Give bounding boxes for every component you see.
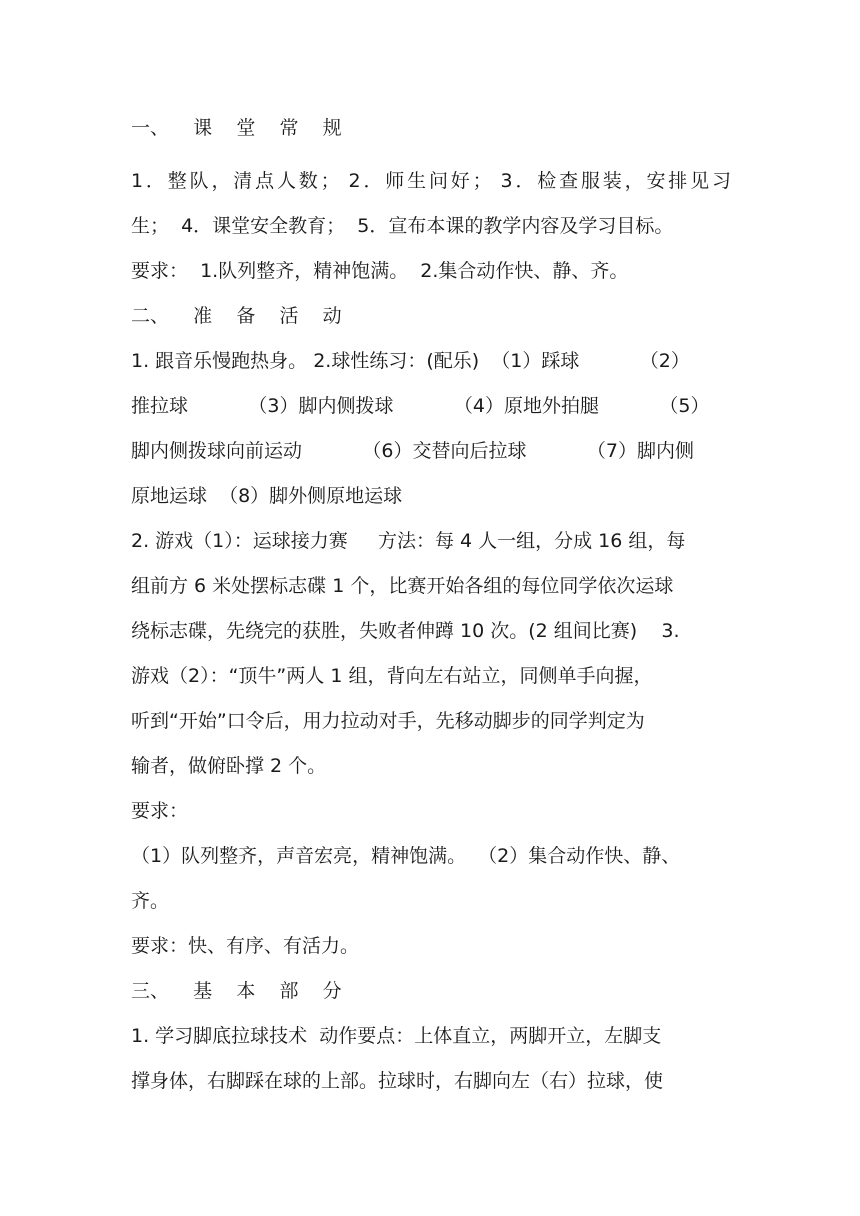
text-line: 组前方 6 米处摆标志碟 1 个，比赛开始各组的每位同学依次运球 <box>131 575 674 597</box>
text-line: 脚内侧拨球向前运动 （6）交替向后拉球 （7）脚内侧 <box>131 440 694 462</box>
section-heading-2: 二、 准 备 活 动 <box>131 305 342 327</box>
text-line: 1. 跟音乐慢跑热身。 2.球性练习：(配乐) （1）踩球 （2） <box>131 350 690 372</box>
section-heading-3: 三、 基 本 部 分 <box>131 980 342 1002</box>
text-line: 2. 游戏（1）：运球接力赛 方法：每 4 人一组，分成 16 组，每 <box>131 530 686 552</box>
document-body <box>131 106 731 1104</box>
text-line: 听到“开始”口令后，用力拉动对手，先移动脚步的同学判定为 <box>131 710 645 732</box>
text-line: 1．整队，清点人数； 2．师生问好； 3．检查服装，安排见习 <box>131 170 731 192</box>
requirement-label: 要求： <box>131 800 189 822</box>
text-line: 1. 学习脚底拉球技术 动作要点：上体直立，两脚开立，左脚支 <box>131 1025 662 1047</box>
text-line: 生； 4．课堂安全教育； 5．宣布本课的教学内容及学习目标。 <box>131 215 674 237</box>
requirement-text: 要求：快、有序、有活力。 <box>131 935 360 957</box>
text-line: 原地运球 （8）脚外侧原地运球 <box>131 485 403 507</box>
text-line: 绕标志碟，先绕完的获胜，失败者伸蹲 10 次。(2 组间比赛) 3. <box>131 620 680 642</box>
text-line: 齐。 <box>131 890 170 912</box>
text-line: 游戏（2）：“顶牛”两人 1 组，背向左右站立，同侧单手向握， <box>131 665 653 687</box>
text-line: 要求： 1.队列整齐，精神饱满。 2.集合动作快、静、齐。 <box>131 260 629 282</box>
text-line: （1）队列整齐，声音宏亮，精神饱满。 （2）集合动作快、静、 <box>131 845 681 867</box>
text-line: 撑身体，右脚踩在球的上部。拉球时，右脚向左（右）拉球，使 <box>131 1070 664 1092</box>
section-heading-1: 一、 课 堂 常 规 <box>131 117 342 139</box>
text-line: 输者，做俯卧撑 2 个。 <box>131 755 327 777</box>
text-line: 推拉球 （3）脚内侧拨球 （4）原地外拍腿 （5） <box>131 395 710 417</box>
